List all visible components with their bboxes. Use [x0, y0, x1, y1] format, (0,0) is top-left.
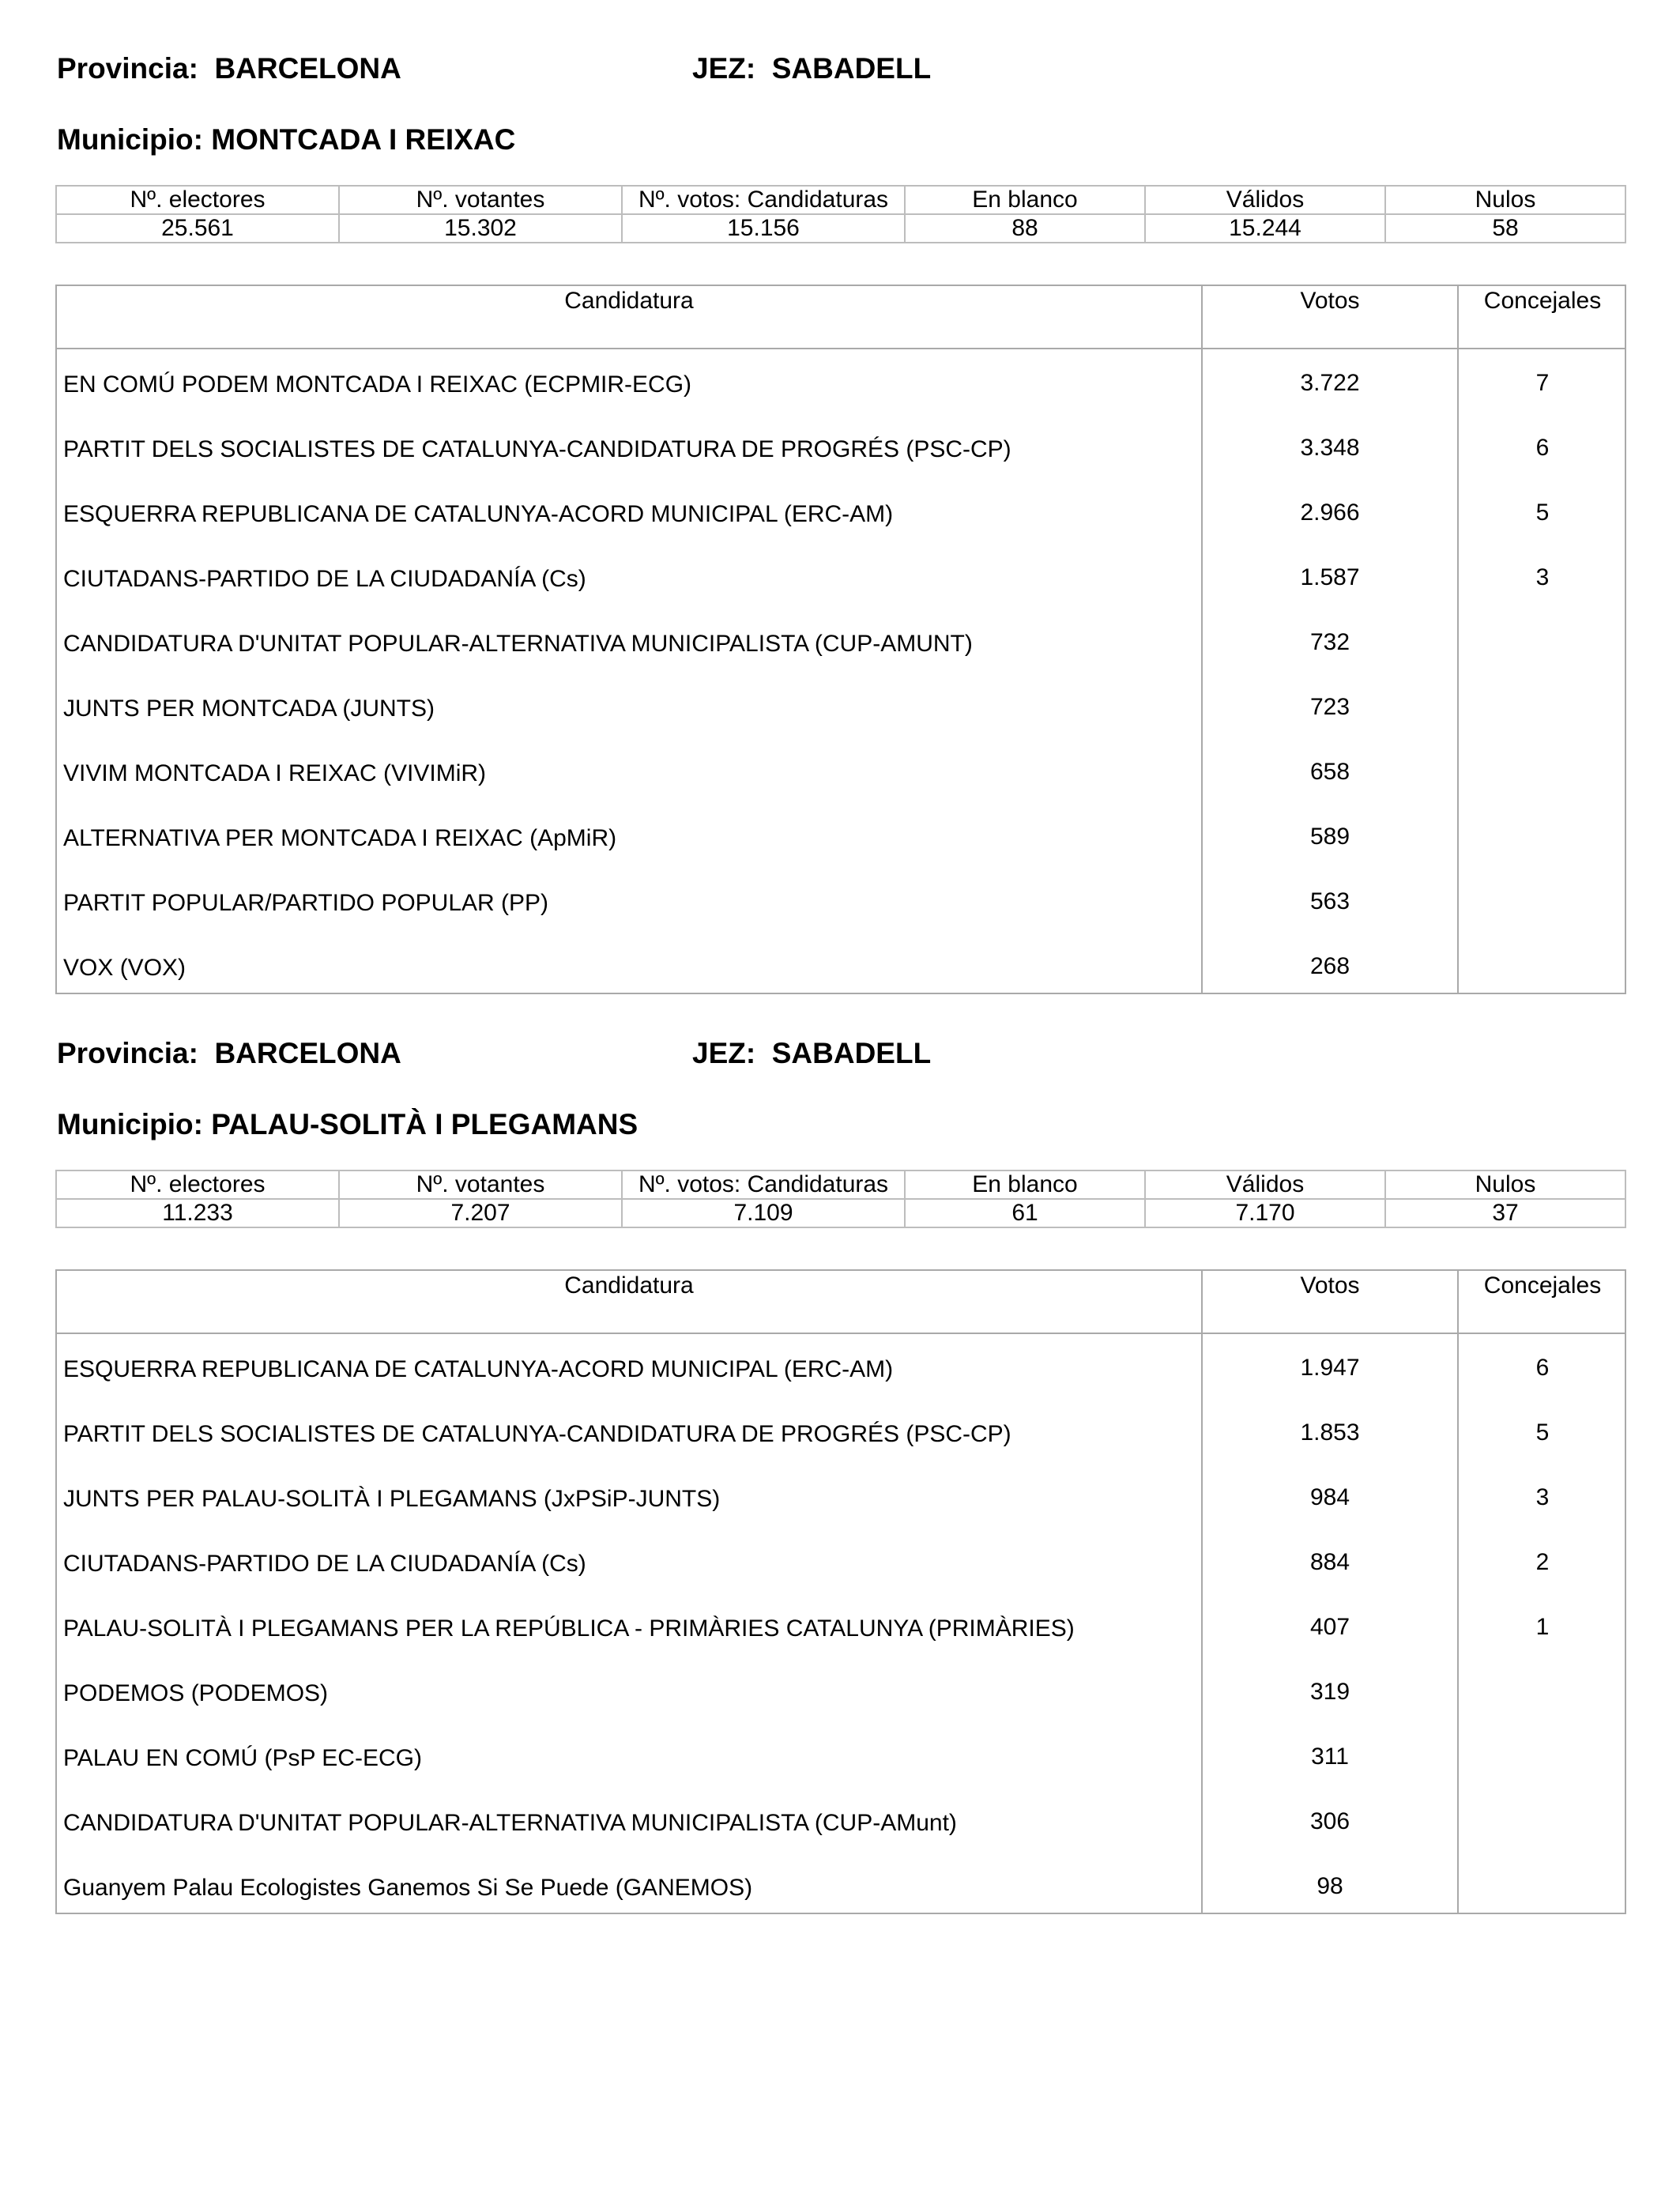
table-row [57, 869, 1625, 934]
candidatura-name: PARTIT DELS SOCIALISTES DE CATALUNYA-CANDIDATURA DE PROGRÉS (PSC-CP) [63, 436, 1011, 462]
table-row [57, 545, 1625, 610]
table-row [57, 934, 1625, 999]
header-candidatura: Candidatura [564, 288, 694, 314]
candidatura-name: CIUTADANS-PARTIDO DE LA CIUDADANÍA (Cs) [63, 566, 586, 592]
votos-value: 2.966 [1300, 499, 1360, 526]
stats-table [55, 1170, 1626, 1228]
stats-table [55, 185, 1626, 243]
stats-header-en-blanco: En blanco [905, 1171, 1145, 1199]
votos-value: 3.722 [1300, 370, 1360, 396]
stats-value-en-blanco: 88 [905, 214, 1145, 243]
votos-value: 884 [1309, 1549, 1350, 1575]
stats-value-electores: 25.561 [56, 214, 339, 243]
table-row [57, 416, 1625, 481]
candidatura-name: VOX (VOX) [63, 955, 186, 981]
stats-value-en-blanco: 61 [905, 1199, 1145, 1227]
concejales-value: 7 [1535, 370, 1550, 396]
stats-value-votos-candidaturas: 15.156 [622, 214, 905, 243]
concejales-value: 6 [1535, 435, 1550, 461]
stats-header-row [56, 186, 1625, 214]
candidatura-name: PARTIT POPULAR/PARTIDO POPULAR (PP) [63, 890, 549, 916]
stats-header-nulos: Nulos [1385, 1171, 1625, 1199]
stats-value-nulos: 58 [1385, 214, 1625, 243]
candidatura-name: ESQUERRA REPUBLICANA DE CATALUNYA-ACORD MUNICIPAL (ERC-AM) [63, 501, 894, 527]
stats-header-votos-candidaturas: Nº. votos: Candidaturas [622, 186, 905, 214]
provincia-label: Provincia: BARCELONA [57, 1037, 401, 1069]
concejales-value: 6 [1535, 1355, 1550, 1381]
stats-value-nulos: 37 [1385, 1199, 1625, 1227]
votos-value: 407 [1309, 1614, 1350, 1640]
candidatura-name: ALTERNATIVA PER MONTCADA I REIXAC (ApMiR) [63, 825, 617, 851]
stats-header-electores: Nº. electores [56, 186, 339, 214]
candidaturas-table [55, 1269, 1626, 1914]
candidatura-name: EN COMÚ PODEM MONTCADA I REIXAC (ECPMIR-ECG) [63, 371, 692, 398]
header-concejales: Concejales [1483, 288, 1602, 314]
candidaturas-rows [57, 351, 1625, 999]
stats-header-votantes: Nº. votantes [339, 1171, 622, 1199]
votos-value: 732 [1309, 629, 1350, 655]
candidaturas-rows [57, 1336, 1625, 1919]
concejales-value: 5 [1535, 1419, 1550, 1446]
candidatura-name: CANDIDATURA D'UNITAT POPULAR-ALTERNATIVA MUNICIPALISTA (CUP-AMunt) [63, 1810, 957, 1836]
candidatura-name: PARTIT DELS SOCIALISTES DE CATALUNYA-CANDIDATURA DE PROGRÉS (PSC-CP) [63, 1421, 1011, 1447]
candidatura-name: JUNTS PER MONTCADA (JUNTS) [63, 696, 435, 722]
table-row [57, 610, 1625, 675]
votos-value: 311 [1311, 1744, 1349, 1770]
votos-value: 268 [1309, 953, 1350, 979]
table-row [57, 1854, 1625, 1919]
header-candidatura: Candidatura [564, 1272, 694, 1299]
concejales-value: 3 [1535, 1484, 1550, 1510]
header-votos: Votos [1300, 1272, 1360, 1299]
stats-header-en-blanco: En blanco [905, 186, 1145, 214]
votos-value: 1.947 [1300, 1355, 1360, 1381]
candidatura-name: VIVIM MONTCADA I REIXAC (VIVIMiR) [63, 760, 487, 786]
stats-header-nulos: Nulos [1385, 186, 1625, 214]
table-row [57, 1336, 1625, 1400]
concejales-value: 1 [1535, 1614, 1550, 1640]
stats-header-votos-candidaturas: Nº. votos: Candidaturas [622, 1171, 905, 1199]
candidatura-name: CIUTADANS-PARTIDO DE LA CIUDADANÍA (Cs) [63, 1551, 586, 1577]
candidaturas-header [57, 286, 1625, 349]
table-row [57, 1400, 1625, 1465]
jez-label: JEZ: SABADELL [692, 52, 932, 85]
table-row [57, 1530, 1625, 1595]
stats-value-validos: 15.244 [1145, 214, 1385, 243]
candidatura-name: PALAU-SOLITÀ I PLEGAMANS PER LA REPÚBLICA - PRIMÀRIES CATALUNYA (PRIMÀRIES) [63, 1615, 1075, 1642]
provincia-label: Provincia: BARCELONA [57, 52, 401, 85]
table-row [57, 675, 1625, 740]
municipio-title: Municipio: PALAU-SOLITÀ I PLEGAMANS [57, 1108, 638, 1140]
table-row [57, 1660, 1625, 1725]
stats-header-votantes: Nº. votantes [339, 186, 622, 214]
stats-header-electores: Nº. electores [56, 1171, 339, 1199]
votos-value: 1.587 [1300, 564, 1360, 590]
stats-header-row [56, 1171, 1625, 1199]
header-votos: Votos [1300, 288, 1360, 314]
candidatura-name: CANDIDATURA D'UNITAT POPULAR-ALTERNATIVA MUNICIPALISTA (CUP-AMUNT) [63, 631, 973, 657]
table-row [57, 1595, 1625, 1660]
stats-value-row [56, 1199, 1625, 1227]
header-concejales: Concejales [1483, 1272, 1602, 1299]
table-row [57, 1465, 1625, 1530]
stats-value-validos: 7.170 [1145, 1199, 1385, 1227]
jez-label: JEZ: SABADELL [692, 1037, 932, 1069]
votos-value: 3.348 [1300, 435, 1360, 461]
votos-value: 319 [1309, 1679, 1350, 1705]
stats-value-votantes: 7.207 [339, 1199, 622, 1227]
concejales-value: 2 [1535, 1549, 1550, 1575]
votos-value: 563 [1309, 888, 1350, 914]
table-row [57, 1789, 1625, 1854]
votos-value: 589 [1309, 824, 1350, 850]
municipio-title: Municipio: MONTCADA I REIXAC [57, 123, 516, 156]
votos-value: 984 [1309, 1484, 1350, 1510]
table-row [57, 481, 1625, 545]
stats-value-votos-candidaturas: 7.109 [622, 1199, 905, 1227]
stats-header-validos: Válidos [1145, 1171, 1385, 1199]
votos-value: 658 [1309, 759, 1350, 785]
table-row [57, 1725, 1625, 1789]
candidatura-name: JUNTS PER PALAU-SOLITÀ I PLEGAMANS (JxPSiP-JUNTS) [63, 1486, 721, 1512]
concejales-value: 3 [1535, 564, 1550, 590]
candidatura-name: PODEMOS (PODEMOS) [63, 1680, 329, 1706]
table-row [57, 351, 1625, 416]
candidaturas-table [55, 285, 1626, 994]
table-row [57, 805, 1625, 869]
candidatura-name: PALAU EN COMÚ (PsP EC-ECG) [63, 1745, 422, 1771]
candidaturas-header [57, 1271, 1625, 1334]
candidatura-name: ESQUERRA REPUBLICANA DE CATALUNYA-ACORD MUNICIPAL (ERC-AM) [63, 1356, 894, 1382]
table-row [57, 740, 1625, 805]
stats-header-validos: Válidos [1145, 186, 1385, 214]
votos-value: 98 [1317, 1873, 1343, 1899]
stats-value-row [56, 214, 1625, 243]
votos-value: 1.853 [1300, 1419, 1360, 1446]
candidatura-name: Guanyem Palau Ecologistes Ganemos Si Se Puede (GANEMOS) [63, 1875, 753, 1901]
votos-value: 306 [1309, 1808, 1350, 1834]
concejales-value: 5 [1535, 499, 1550, 526]
stats-value-electores: 11.233 [56, 1199, 339, 1227]
stats-value-votantes: 15.302 [339, 214, 622, 243]
votos-value: 723 [1309, 694, 1350, 720]
